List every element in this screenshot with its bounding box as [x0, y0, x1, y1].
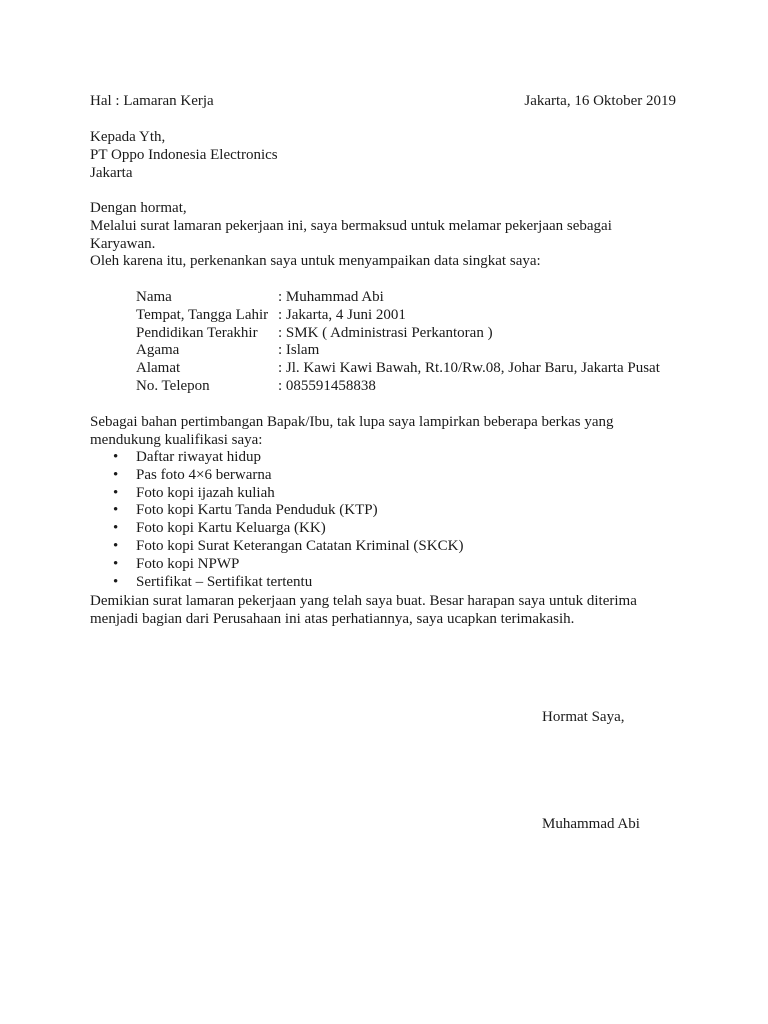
recipient-block [90, 129, 690, 182]
opening-line-2: Karyawan. [90, 235, 156, 252]
bullet-icon: • [113, 502, 119, 519]
opening-block [90, 200, 690, 271]
letter-date: Jakarta, 16 Oktober 2019 [524, 93, 676, 109]
data-label: Nama [136, 289, 172, 305]
list-item: • Foto kopi Surat Keterangan Catatan Kriminal (SKCK) [113, 537, 464, 554]
bullet-icon: • [113, 537, 119, 554]
list-item: • Pas foto 4×6 berwarna [113, 466, 272, 483]
opening-line-1: Melalui surat lamaran pekerjaan ini, saya bermaksud untuk melamar pekerjaan sebagai [90, 217, 612, 234]
data-value: : Jakarta, 4 Juni 2001 [278, 306, 406, 323]
list-item: • Sertifikat – Sertifikat tertentu [113, 573, 313, 590]
signature-name: Muhammad Abi [542, 816, 640, 832]
data-value: : 085591458838 [278, 377, 376, 394]
data-label: Tempat, Tangga Lahir [136, 306, 269, 323]
recipient-salutation: Kepada Yth, [90, 129, 166, 145]
data-row-nama [136, 289, 660, 307]
data-row-religion [136, 342, 660, 360]
attachments-intro-line-2: mendukung kualifikasi saya: [90, 431, 263, 448]
bullet-icon: • [113, 449, 119, 465]
closing-block [90, 593, 690, 629]
list-item: • Foto kopi ijazah kuliah [113, 484, 275, 501]
list-item: • Foto kopi Kartu Keluarga (KK) [113, 520, 326, 537]
bullet-icon: • [113, 573, 119, 590]
recipient-company: PT Oppo Indonesia Electronics [90, 146, 278, 163]
personal-data-table [136, 289, 660, 396]
attachments-list [90, 449, 463, 591]
data-value: : Islam [278, 342, 320, 359]
bullet-icon: • [113, 484, 119, 501]
bullet-icon: • [113, 466, 119, 483]
letter-subject: Hal : Lamaran Kerja [90, 93, 214, 109]
opening-greeting: Dengan hormat, [90, 200, 187, 216]
signature-salutation: Hormat Saya, [542, 709, 625, 725]
closing-line-2: menjadi bagian dari Perusahaan ini atas perhatiannya, saya ucapkan terimakasih. [90, 610, 575, 627]
data-value: : SMK ( Administrasi Perkantoran ) [278, 324, 493, 341]
closing-line-1: Demikian surat lamaran pekerjaan yang telah saya buat. Besar harapan saya untuk diterima [90, 593, 637, 609]
data-value: : Jl. Kawi Kawi Bawah, Rt.10/Rw.08, Johar Baru, Jakarta Pusat [278, 360, 660, 377]
recipient-city: Jakarta [90, 164, 133, 181]
attachments-intro-line-1: Sebagai bahan pertimbangan Bapak/Ibu, tak lupa saya lampirkan beberapa berkas yang [90, 414, 614, 430]
data-label: No. Telepon [136, 377, 210, 394]
data-label: Agama [136, 342, 180, 359]
data-label: Pendidikan Terakhir [136, 324, 258, 341]
list-item: • Foto kopi Kartu Tanda Penduduk (KTP) [113, 502, 378, 519]
data-label: Alamat [136, 360, 181, 377]
list-item: • Daftar riwayat hidup [113, 449, 261, 465]
data-row-phone [136, 378, 660, 396]
data-row-birth [136, 307, 660, 325]
data-row-address [136, 360, 660, 378]
attachments-intro [90, 414, 690, 450]
bullet-icon: • [113, 555, 119, 572]
list-item: • Foto kopi NPWP [113, 555, 240, 572]
data-row-education [136, 325, 660, 343]
opening-line-3: Oleh karena itu, perkenankan saya untuk menyampaikan data singkat saya: [90, 253, 541, 270]
bullet-icon: • [113, 520, 119, 537]
data-value: : Muhammad Abi [278, 289, 384, 305]
